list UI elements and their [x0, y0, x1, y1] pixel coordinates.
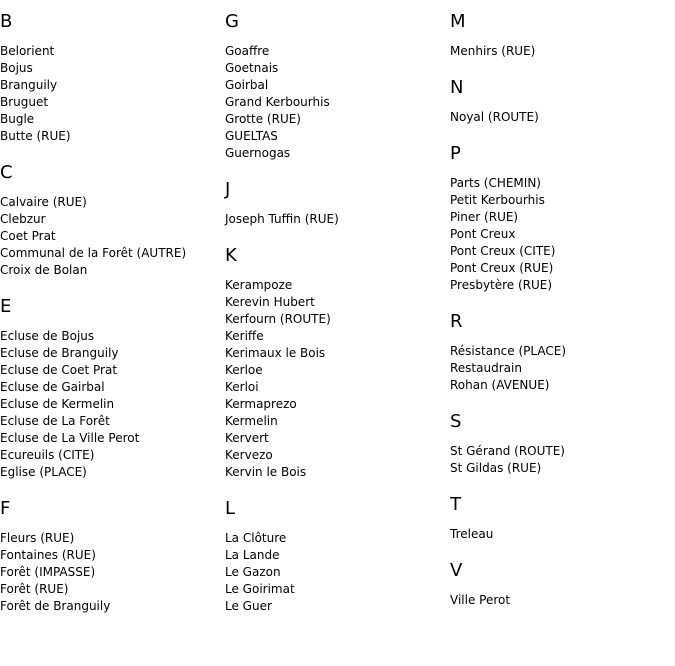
letter-group-p — [450, 144, 675, 294]
street-list-item — [0, 413, 225, 430]
street-list-item — [225, 547, 450, 564]
street-list-item — [225, 430, 450, 447]
street-link[interactable]: Ecluse de Bojus — [0, 329, 95, 343]
letter-group-s — [450, 412, 675, 477]
street-list-item — [0, 598, 225, 615]
letter-group-c — [0, 163, 225, 279]
street-link[interactable]: GUELTAS — [225, 129, 278, 143]
street-list-item — [450, 43, 675, 60]
street-list-item — [225, 311, 450, 328]
street-list-item — [225, 345, 450, 362]
street-list-item — [0, 60, 225, 77]
street-list-item — [450, 175, 675, 192]
street-link[interactable]: St Gérand (ROUTE) — [450, 444, 565, 458]
street-link[interactable]: Grand Kerbourhis — [225, 95, 330, 109]
street-link[interactable]: Noyal (ROUTE) — [450, 110, 539, 124]
street-link[interactable]: Communal de la Forêt (AUTRE) — [0, 246, 187, 260]
index-column-1 — [0, 0, 225, 615]
street-list — [0, 328, 225, 481]
street-list-item — [225, 294, 450, 311]
street-link[interactable]: St Gildas (RUE) — [450, 461, 542, 475]
street-link[interactable]: Ecluse de Coet Prat — [0, 363, 118, 377]
street-link[interactable]: Kerfourn (ROUTE) — [225, 312, 331, 326]
street-list-item — [450, 277, 675, 294]
street-link[interactable]: Ecluse de Gairbal — [0, 380, 105, 394]
street-list-item — [0, 262, 225, 279]
street-link[interactable]: Joseph Tuffin (RUE) — [225, 212, 339, 226]
street-link[interactable]: Bojus — [0, 61, 33, 75]
street-list-item — [450, 526, 675, 543]
street-link[interactable]: Eglise (PLACE) — [0, 465, 87, 479]
letter-heading: C — [0, 162, 13, 183]
street-list-item — [450, 360, 675, 377]
street-list-item — [0, 128, 225, 145]
street-link[interactable]: Kerloe — [225, 363, 263, 377]
street-list-item — [225, 530, 450, 547]
street-link[interactable]: Forêt de Branguily — [0, 599, 111, 613]
street-list-item — [0, 430, 225, 447]
street-link[interactable]: La Clôture — [225, 531, 287, 545]
letter-group-b — [0, 12, 225, 145]
letter-heading: B — [0, 11, 13, 32]
street-list-item — [0, 396, 225, 413]
street-link[interactable]: Bugle — [0, 112, 35, 126]
index-column-3 — [450, 0, 675, 609]
letter-group-e — [0, 297, 225, 481]
street-link[interactable]: Croix de Bolan — [0, 263, 88, 277]
letter-group-g — [225, 12, 450, 162]
street-link[interactable]: Le Guer — [225, 599, 272, 613]
street-list-item — [0, 111, 225, 128]
street-list — [225, 277, 450, 481]
street-link[interactable]: Rohan (AVENUE) — [450, 378, 550, 392]
street-list — [450, 43, 675, 60]
letter-group-m — [450, 12, 675, 60]
street-link[interactable]: Guernogas — [225, 146, 291, 160]
index-column-2 — [225, 0, 450, 615]
street-link[interactable]: Menhirs (RUE) — [450, 44, 536, 58]
street-link[interactable]: Goetnais — [225, 61, 279, 75]
letter-group-n — [450, 78, 675, 126]
street-link[interactable]: Kerimaux le Bois — [225, 346, 326, 360]
street-link[interactable]: Kerevin Hubert — [225, 295, 315, 309]
street-link[interactable]: Forêt (IMPASSE) — [0, 565, 96, 579]
street-link[interactable]: Résistance (PLACE) — [450, 344, 566, 358]
street-link[interactable]: Forêt (RUE) — [0, 582, 69, 596]
street-list-item — [450, 209, 675, 226]
street-link[interactable]: Ecluse de La Forêt — [0, 414, 110, 428]
street-link[interactable]: Ecluse de Kermelin — [0, 397, 115, 411]
street-list-item — [225, 598, 450, 615]
street-link[interactable]: Goirbal — [225, 78, 269, 92]
street-list-item — [0, 328, 225, 345]
street-list-item — [0, 464, 225, 481]
street-list-item — [450, 343, 675, 360]
street-link[interactable]: Ecluse de La Ville Perot — [0, 431, 140, 445]
street-list-item — [0, 362, 225, 379]
street-list — [0, 530, 225, 615]
street-list-item — [0, 564, 225, 581]
street-list-item — [225, 145, 450, 162]
street-link[interactable]: Le Goirimat — [225, 582, 295, 596]
street-list-item — [0, 547, 225, 564]
street-link[interactable]: Clebzur — [0, 212, 46, 226]
street-list-item — [0, 194, 225, 211]
street-link[interactable]: Pont Creux (RUE) — [450, 261, 554, 275]
street-link[interactable]: Kerloi — [225, 380, 259, 394]
letter-group-k — [225, 246, 450, 481]
street-list-item — [450, 460, 675, 477]
street-link[interactable]: Ecluse de Branguily — [0, 346, 119, 360]
street-link[interactable]: Calvaire (RUE) — [0, 195, 87, 209]
street-list-item — [450, 192, 675, 209]
street-list-item — [225, 447, 450, 464]
street-list-item — [225, 362, 450, 379]
street-link[interactable]: Treleau — [450, 527, 494, 541]
street-list — [225, 43, 450, 162]
street-link[interactable]: Ecureuils (CITE) — [0, 448, 95, 462]
letter-heading: F — [0, 498, 11, 519]
street-list — [0, 43, 225, 145]
street-list-item — [450, 592, 675, 609]
street-link[interactable]: Presbytère (RUE) — [450, 278, 553, 292]
street-list-item — [450, 377, 675, 394]
street-list-item — [0, 581, 225, 598]
street-list-item — [450, 226, 675, 243]
street-link[interactable]: Butte (RUE) — [0, 129, 71, 143]
street-list-item — [225, 396, 450, 413]
letter-group-t — [450, 495, 675, 543]
street-link[interactable]: Kerampoze — [225, 278, 293, 292]
street-link[interactable]: Petit Kerbourhis — [450, 193, 545, 207]
letter-group-j — [225, 180, 450, 228]
street-link[interactable]: Ville Perot — [450, 593, 511, 607]
street-link[interactable]: Fleurs (RUE) — [0, 531, 75, 545]
letter-group-r — [450, 312, 675, 394]
street-list-item — [0, 379, 225, 396]
street-link[interactable]: Kervert — [225, 431, 269, 445]
street-link[interactable]: Piner (RUE) — [450, 210, 519, 224]
street-link[interactable]: Coet Prat — [0, 229, 56, 243]
street-link[interactable]: Parts (CHEMIN) — [450, 176, 541, 190]
letter-heading: V — [450, 560, 463, 581]
letter-heading: T — [450, 494, 461, 515]
street-link[interactable]: Pont Creux — [450, 227, 516, 241]
street-link[interactable]: La Lande — [225, 548, 280, 562]
street-list-item — [0, 211, 225, 228]
street-list-item — [225, 581, 450, 598]
street-list-item — [0, 447, 225, 464]
street-list-item — [225, 94, 450, 111]
letter-group-f — [0, 499, 225, 615]
street-link[interactable]: Goaffre — [225, 44, 270, 58]
street-link[interactable]: Restaudrain — [450, 361, 522, 375]
street-list — [450, 175, 675, 294]
letter-heading: S — [450, 411, 462, 432]
letter-heading: M — [450, 11, 466, 32]
street-link[interactable]: Kervezo — [225, 448, 273, 462]
street-link[interactable]: Branguily — [0, 78, 58, 92]
street-list — [225, 211, 450, 228]
street-list-item — [0, 530, 225, 547]
street-list — [450, 343, 675, 394]
street-list — [225, 530, 450, 615]
street-list — [450, 526, 675, 543]
letter-heading: G — [225, 11, 239, 32]
street-list — [450, 443, 675, 477]
street-link[interactable]: Le Gazon — [225, 565, 281, 579]
street-list-item — [225, 111, 450, 128]
street-link[interactable]: Kermaprezo — [225, 397, 297, 411]
street-link[interactable]: Grotte (RUE) — [225, 112, 301, 126]
street-list-item — [0, 43, 225, 60]
street-link[interactable]: Fontaines (RUE) — [0, 548, 96, 562]
street-link[interactable]: Keriffe — [225, 329, 264, 343]
street-list — [450, 592, 675, 609]
street-link[interactable]: Bruguet — [0, 95, 49, 109]
letter-heading: E — [0, 296, 12, 317]
street-list-item — [450, 443, 675, 460]
letter-group-v — [450, 561, 675, 609]
letter-heading: R — [450, 311, 463, 332]
street-list-item — [0, 77, 225, 94]
street-list-item — [225, 328, 450, 345]
letter-heading: L — [225, 498, 236, 519]
street-list — [450, 109, 675, 126]
street-list-item — [0, 245, 225, 262]
street-list-item — [0, 94, 225, 111]
street-list-item — [225, 277, 450, 294]
letter-heading: J — [225, 179, 231, 200]
street-list-item — [225, 413, 450, 430]
letter-group-l — [225, 499, 450, 615]
street-list-item — [225, 43, 450, 60]
letter-heading: P — [450, 143, 461, 164]
street-list-item — [225, 60, 450, 77]
street-list-item — [0, 228, 225, 245]
street-list-item — [0, 345, 225, 362]
street-list-item — [225, 464, 450, 481]
letter-heading: N — [450, 77, 464, 98]
street-list — [0, 194, 225, 279]
street-list-item — [225, 128, 450, 145]
letter-heading: K — [225, 245, 237, 266]
street-link[interactable]: Kermelin — [225, 414, 278, 428]
street-link[interactable]: Belorient — [0, 44, 55, 58]
street-list-item — [450, 243, 675, 260]
street-list-item — [225, 211, 450, 228]
street-list-item — [225, 379, 450, 396]
street-list-item — [450, 260, 675, 277]
street-link[interactable]: Pont Creux (CITE) — [450, 244, 556, 258]
street-list-item — [225, 564, 450, 581]
street-list-item — [450, 109, 675, 126]
street-list-item — [225, 77, 450, 94]
street-link[interactable]: Kervin le Bois — [225, 465, 307, 479]
